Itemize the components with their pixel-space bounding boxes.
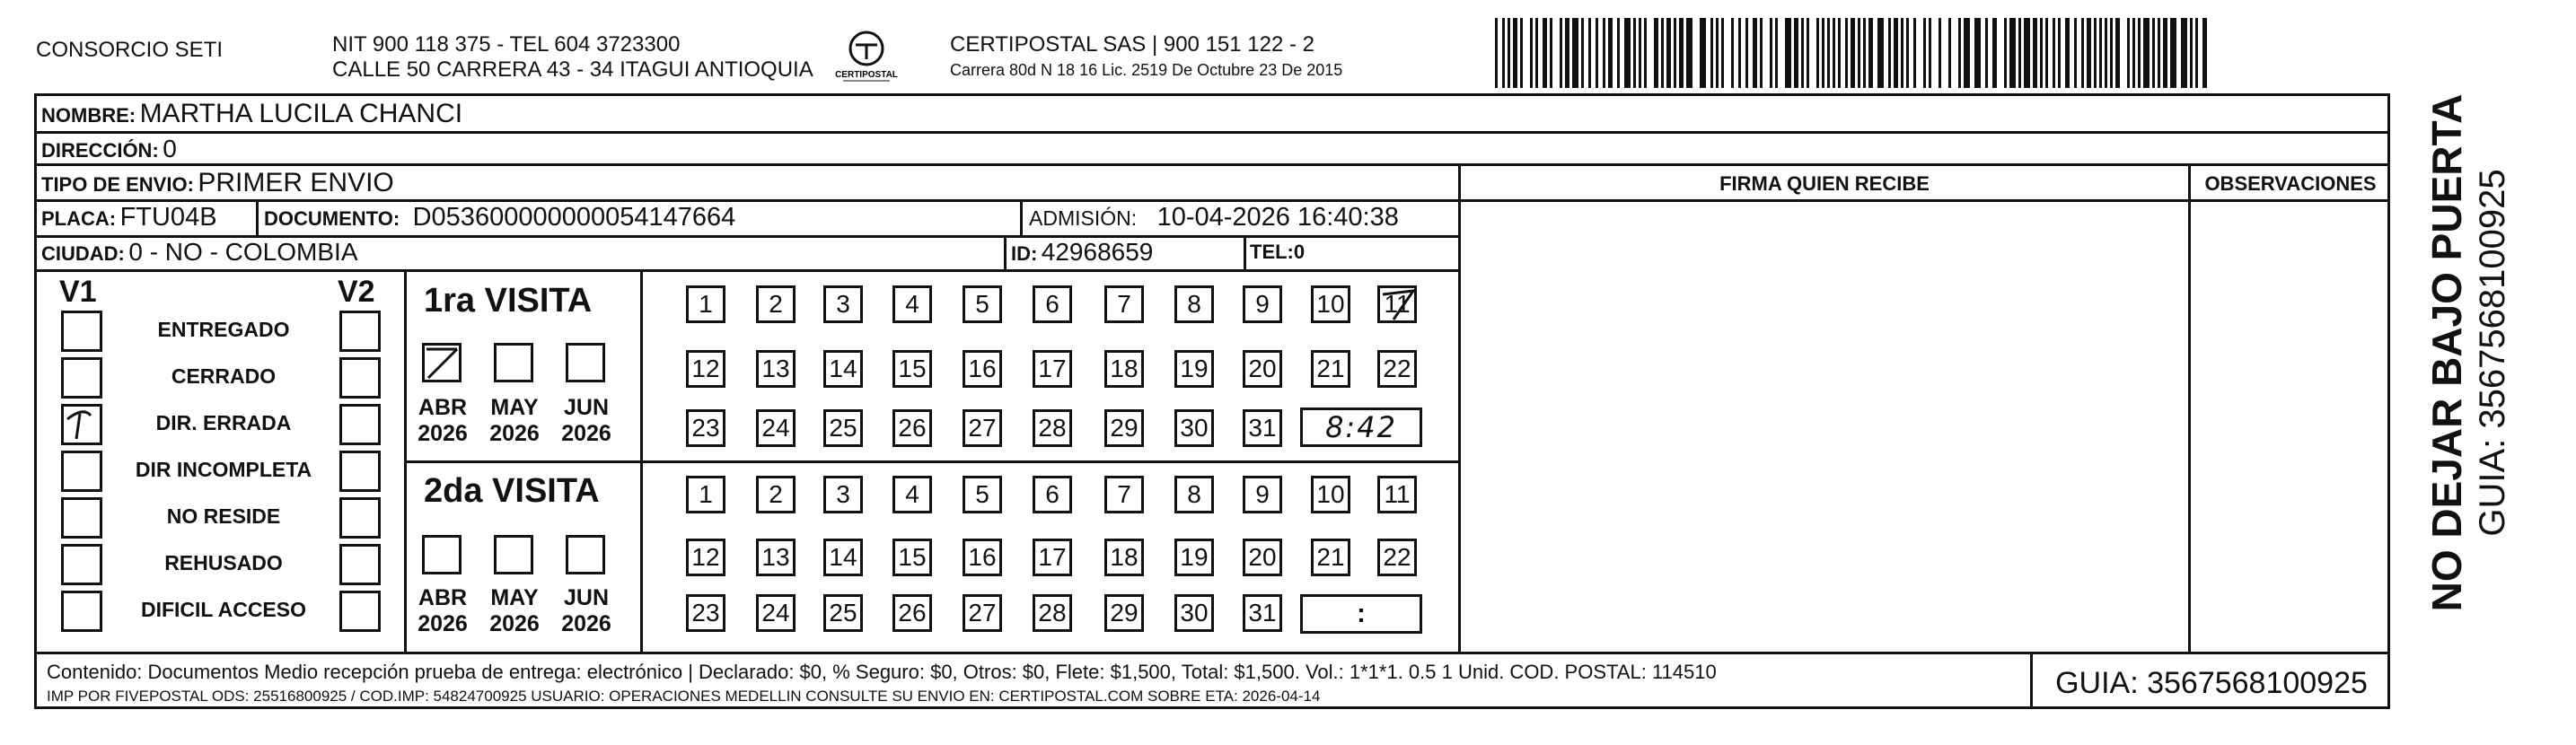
placa-label: PLACA:: [41, 207, 117, 230]
v1-label: V1: [59, 275, 97, 309]
visit1-day-box[interactable]: 19: [1174, 350, 1214, 388]
visit1-day-box[interactable]: 6: [1033, 285, 1072, 323]
visit2-day-box[interactable]: 30: [1174, 594, 1214, 632]
visit2-day-box[interactable]: 11: [1377, 476, 1417, 513]
visit1-jun-checkbox[interactable]: [566, 343, 605, 382]
visit1-day-box[interactable]: 20: [1243, 350, 1282, 388]
admision-value: 10-04-2026 16:40:38: [1156, 203, 1399, 232]
visit1-day-box[interactable]: 15: [892, 350, 932, 388]
observaciones-header: OBSERVACIONES: [2204, 172, 2377, 195]
company-name: CONSORCIO SETI: [36, 38, 224, 62]
visit2-day-box[interactable]: 26: [892, 594, 932, 632]
visit1-day-box[interactable]: 21: [1311, 350, 1350, 388]
visit1-day-box[interactable]: 18: [1104, 350, 1144, 388]
visit1-month-may: MAY 2026: [489, 395, 540, 446]
visit2-month-jun: JUN 2026: [561, 585, 611, 636]
visit2-day-box[interactable]: 29: [1104, 594, 1144, 632]
visit1-day-box[interactable]: 29: [1104, 409, 1144, 447]
visit2-day-box[interactable]: 8: [1174, 476, 1214, 513]
visit2-day-box[interactable]: 13: [756, 539, 796, 576]
visit1-day-box[interactable]: 28: [1033, 409, 1072, 447]
placa-cell: [41, 203, 217, 232]
svg-text:CERTIPOSTAL: CERTIPOSTAL: [835, 70, 898, 80]
visit2-month-may: MAY 2026: [489, 585, 540, 636]
visit1-day-box[interactable]: 22: [1377, 350, 1417, 388]
id-value: 42968659: [1041, 238, 1154, 266]
visit2-day-box[interactable]: 27: [963, 594, 1002, 632]
visit2-day-box[interactable]: 23: [686, 594, 725, 632]
nombre-value: MARTHA LUCILA CHANCI: [139, 99, 463, 128]
visit2-may-checkbox[interactable]: [494, 535, 533, 574]
direccion-row: [41, 135, 177, 163]
v1-cerrado-checkbox[interactable]: [61, 357, 102, 399]
footer-guia: GUIA: 3567568100925: [2055, 666, 2368, 700]
visit2-day-box[interactable]: 14: [823, 539, 863, 576]
status-rehusado: REHUSADO: [164, 551, 283, 574]
visit2-day-box[interactable]: 9: [1243, 476, 1282, 513]
tipo-envio-row: [41, 168, 394, 198]
visit2-day-box[interactable]: 25: [823, 594, 863, 632]
status-dir-errada: DIR. ERRADA: [155, 411, 292, 434]
visit1-day-box[interactable]: 7: [1104, 285, 1144, 323]
visit1-day-box[interactable]: 25: [823, 409, 863, 447]
direccion-value: 0: [163, 135, 177, 162]
certipostal-logo: [831, 29, 902, 84]
id-cell: [1011, 238, 1153, 267]
company-address: CALLE 50 CARRERA 43 - 34 ITAGUI ANTIOQUIA: [332, 57, 813, 82]
ciudad-cell: [41, 238, 358, 267]
visit2-day-box[interactable]: 12: [686, 539, 725, 576]
visit1-day-box[interactable]: 10: [1311, 285, 1350, 323]
visit2-day-box[interactable]: 17: [1033, 539, 1072, 576]
visit2-day-box[interactable]: 21: [1311, 539, 1350, 576]
strike-mark-icon: [1377, 284, 1420, 325]
visit1-day-box[interactable]: 3: [823, 285, 863, 323]
visit1-day-box[interactable]: 17: [1033, 350, 1072, 388]
v1-entregado-checkbox[interactable]: [61, 311, 102, 352]
firma-header: FIRMA QUIEN RECIBE: [1719, 172, 1930, 195]
visit1-abr-checkbox[interactable]: [422, 343, 462, 382]
visit2-jun-checkbox[interactable]: [566, 535, 605, 574]
visit2-day-box[interactable]: 20: [1243, 539, 1282, 576]
visit2-day-box[interactable]: 28: [1033, 594, 1072, 632]
visit2-title: 2da VISITA: [424, 472, 600, 510]
v1-no-reside-checkbox[interactable]: [61, 497, 102, 539]
visit1-day-box[interactable]: 27: [963, 409, 1002, 447]
visit2-day-box[interactable]: 2: [756, 476, 796, 513]
v2-label: V2: [338, 275, 375, 309]
tel-cell: [1250, 241, 1305, 264]
visit1-month-abr: ABR 2026: [418, 395, 468, 446]
status-entregado: ENTREGADO: [157, 318, 290, 341]
documento-cell: [264, 203, 735, 232]
visit1-title: 1ra VISITA: [424, 282, 593, 320]
visit1-day-box[interactable]: 5: [963, 285, 1002, 323]
tipo-envio-value: PRIMER ENVIO: [198, 168, 394, 197]
status-dificil-acceso: DIFICIL ACCESO: [140, 598, 306, 621]
v2-no-reside-checkbox[interactable]: [339, 497, 381, 539]
visit1-day-box[interactable]: 13: [756, 350, 796, 388]
placa-value: FTU04B: [119, 203, 217, 232]
v2-rehusado-checkbox[interactable]: [339, 544, 381, 585]
visit1-day-box[interactable]: 24: [756, 409, 796, 447]
tel-value: 0: [1293, 241, 1306, 263]
nombre-label: NOMBRE:: [41, 104, 136, 127]
visit1-day-box[interactable]: 11: [1377, 285, 1417, 323]
tel-label: TEL:: [1250, 241, 1294, 263]
v2-dir-errada-checkbox[interactable]: [339, 404, 381, 445]
documento-value: D053600000000054147664: [412, 203, 736, 232]
visit2-day-box[interactable]: 1: [686, 476, 725, 513]
no-dejar-bajo-puerta: NO DEJAR BAJO PUERTA: [2423, 93, 2470, 612]
visit1-day-box[interactable]: 14: [823, 350, 863, 388]
visit2-day-box[interactable]: 19: [1174, 539, 1214, 576]
v2-entregado-checkbox[interactable]: [339, 311, 381, 352]
visit1-day-box[interactable]: 9: [1243, 285, 1282, 323]
certipostal-name: CERTIPOSTAL SAS | 900 151 122 - 2: [950, 32, 1314, 57]
visit2-day-box[interactable]: 5: [963, 476, 1002, 513]
ciudad-label: CIUDAD:: [41, 242, 125, 265]
visit1-day-box[interactable]: 30: [1174, 409, 1214, 447]
direccion-label: DIRECCIÓN:: [41, 139, 159, 162]
visit1-day-box[interactable]: 2: [756, 285, 796, 323]
footer-contenido: Contenido: Documentos Medio recepción prueba de entrega: electrónico | Declarado: $0, % Seguro: $0, Otros: $0, Flete: $1,500, Total: $1,500. Vol.: 1*1*1. 0.5 1 Unid. COD. POSTAL: 114510: [47, 661, 1717, 683]
company-nit-tel: NIT 900 118 375 - TEL 604 3723300: [332, 32, 681, 57]
visit1-day-box[interactable]: 1: [686, 285, 725, 323]
status-cerrado: CERRADO: [171, 364, 277, 388]
side-guia: GUIA: 3567568100925: [2473, 169, 2512, 537]
visit1-time-box[interactable]: [1300, 408, 1422, 447]
documento-label: DOCUMENTO:: [264, 207, 400, 230]
tipo-envio-label: TIPO DE ENVIO:: [41, 173, 194, 196]
visit2-time-box[interactable]: [1300, 594, 1422, 634]
visit2-day-box[interactable]: 24: [756, 594, 796, 632]
status-no-reside: NO RESIDE: [166, 504, 281, 528]
footer-imp: IMP POR FIVEPOSTAL ODS: 25516800925 / COD.IMP: 54824700925 USUARIO: OPERACIONES MEDELLIN CONSULTE SU ENVIO EN: CERTIPOSTAL.COM SOBRE ETA: 2026-04-14: [47, 688, 1321, 705]
visit2-day-box[interactable]: 15: [892, 539, 932, 576]
checkmark-icon: [425, 346, 459, 380]
visit1-time-value: 8:42: [1325, 410, 1397, 444]
visit1-day-box[interactable]: 31: [1243, 409, 1282, 447]
visit1-day-box[interactable]: 8: [1174, 285, 1214, 323]
status-dir-incompleta: DIR INCOMPLETA: [135, 458, 312, 481]
v2-dificil-acceso-checkbox[interactable]: [339, 591, 381, 632]
v1-dir-errada-checkbox[interactable]: [61, 404, 102, 445]
visit2-day-box[interactable]: 22: [1377, 539, 1417, 576]
visit2-day-box[interactable]: 6: [1033, 476, 1072, 513]
nombre-row: [41, 99, 462, 129]
visit2-day-box[interactable]: 7: [1104, 476, 1144, 513]
admision-label: ADMISIÓN:: [1029, 206, 1138, 230]
checkmark-icon: [64, 407, 100, 443]
v1-rehusado-checkbox[interactable]: [61, 544, 102, 585]
visit1-day-box[interactable]: 12: [686, 350, 725, 388]
v1-dificil-acceso-checkbox[interactable]: [61, 591, 102, 632]
visit2-time-value: :: [1357, 599, 1366, 628]
ciudad-value: 0 - NO - COLOMBIA: [128, 238, 358, 266]
v2-dir-incompleta-checkbox[interactable]: [339, 451, 381, 492]
v2-cerrado-checkbox[interactable]: [339, 357, 381, 399]
visit1-day-box[interactable]: 16: [963, 350, 1002, 388]
visit2-day-box[interactable]: 10: [1311, 476, 1350, 513]
visit2-day-box[interactable]: 4: [892, 476, 932, 513]
visit1-may-checkbox[interactable]: [494, 343, 533, 382]
visit1-day-box[interactable]: 4: [892, 285, 932, 323]
visit2-day-box[interactable]: 18: [1104, 539, 1144, 576]
visit1-day-box[interactable]: 23: [686, 409, 725, 447]
barcode: [1495, 18, 2213, 88]
side-rotated-text: [2388, 0, 2576, 745]
visit2-abr-checkbox[interactable]: [422, 535, 462, 574]
id-label: ID:: [1011, 242, 1038, 265]
visit2-month-abr: ABR 2026: [418, 585, 468, 636]
visit2-day-box[interactable]: 3: [823, 476, 863, 513]
certipostal-license: Carrera 80d N 18 16 Lic. 2519 De Octubre 23 De 2015: [950, 61, 1343, 79]
visit1-day-box[interactable]: 26: [892, 409, 932, 447]
v1-dir-incompleta-checkbox[interactable]: [61, 451, 102, 492]
visit2-day-box[interactable]: 16: [963, 539, 1002, 576]
visit1-month-jun: JUN 2026: [561, 395, 611, 446]
visit2-day-box[interactable]: 31: [1243, 594, 1282, 632]
admision-cell: [1029, 203, 1399, 232]
